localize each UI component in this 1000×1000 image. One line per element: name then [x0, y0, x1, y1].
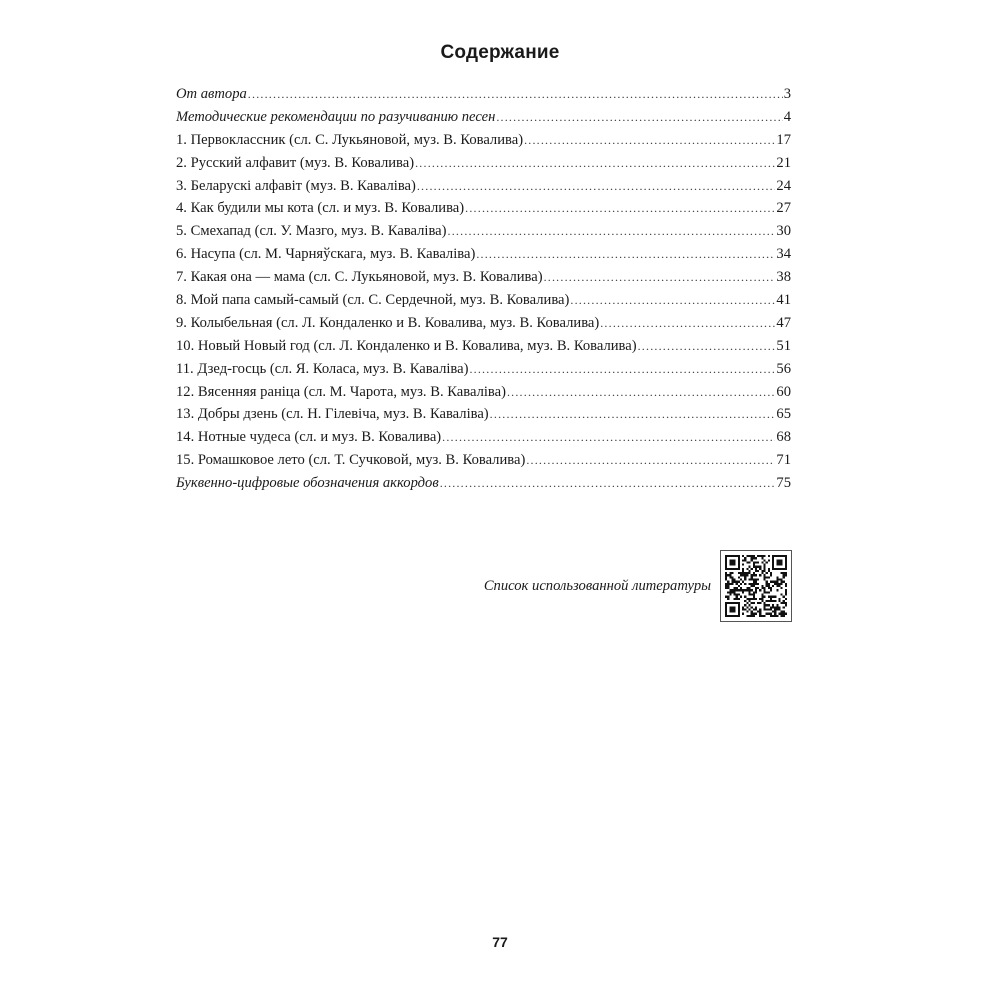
toc-entry[interactable] — [176, 132, 791, 155]
toc-entry-title: Методические рекомендации по разучиванию песен — [176, 108, 496, 125]
toc-entry-title: 13. Добры дзень (сл. Н. Гілевіча, муз. В. Каваліва) — [176, 406, 489, 423]
toc-entry[interactable] — [176, 429, 791, 452]
toc-entry[interactable] — [176, 338, 791, 361]
qr-code-icon[interactable] — [725, 555, 787, 617]
toc-entry-title: Буквенно-цифровые обозначения аккордов — [176, 475, 439, 492]
toc-entry-title: 5. Смехапад (сл. У. Мазго, муз. В. Каваліва) — [176, 223, 447, 240]
toc-entry-page: 75 — [776, 475, 791, 492]
toc-entry-title: 4. Как будили мы кота (сл. и муз. В. Ковалива) — [176, 200, 465, 217]
toc-entry-title: 12. Вясенняя раніца (сл. М. Чарота, муз. В. Каваліва) — [176, 383, 506, 400]
toc-entry-page: 47 — [776, 314, 791, 331]
toc-entry-page: 68 — [776, 429, 791, 446]
toc-entry-title: 9. Колыбельная (сл. Л. Кондаленко и В. Ковалива, муз. В. Ковалива) — [176, 314, 600, 331]
dot-leader — [638, 339, 776, 354]
dot-leader — [496, 110, 782, 125]
toc-entry[interactable] — [176, 406, 791, 429]
dot-leader — [442, 430, 775, 445]
toc-entry[interactable] — [176, 155, 791, 178]
toc-entry-title: 3. Беларускі алфавіт (муз. В. Каваліва) — [176, 177, 416, 194]
toc-entry[interactable] — [176, 361, 791, 384]
toc-entry-title: 14. Нотные чудеса (сл. и муз. В. Ковалива) — [176, 429, 442, 446]
dot-leader — [476, 247, 775, 262]
dot-leader — [490, 407, 776, 422]
qr-caption: Список использованной литературы — [483, 577, 711, 594]
toc-entry-page: 34 — [776, 246, 791, 263]
toc-entry-page: 17 — [776, 131, 791, 148]
toc-entry-title: 10. Новый Новый год (сл. Л. Кондаленко и В. Ковалива, муз. В. Ковалива) — [176, 337, 637, 354]
dot-leader — [448, 224, 776, 239]
toc-entry-page: 30 — [776, 223, 791, 240]
dot-leader — [440, 476, 776, 491]
dot-leader — [248, 87, 783, 102]
qr-reference[interactable] — [440, 550, 792, 622]
toc-entry-page: 65 — [776, 406, 791, 423]
toc-entry[interactable] — [176, 223, 791, 246]
toc-entry[interactable] — [176, 315, 791, 338]
dot-leader — [507, 385, 775, 400]
toc-entry[interactable] — [176, 86, 791, 109]
table-of-contents — [176, 86, 791, 498]
toc-entry-page: 27 — [776, 200, 791, 217]
dot-leader — [526, 453, 775, 468]
toc-entry[interactable] — [176, 246, 791, 269]
toc-entry-title: 6. Насупа (сл. М. Чарняўскага, муз. В. Каваліва) — [176, 246, 476, 263]
qr-code-frame[interactable] — [720, 550, 792, 622]
toc-entry-page: 56 — [776, 360, 791, 377]
toc-entry[interactable] — [176, 475, 791, 498]
dot-leader — [544, 270, 776, 285]
toc-entry-title: 15. Ромашковое лето (сл. Т. Сучковой, муз. В. Ковалива) — [176, 452, 526, 469]
dot-leader — [417, 179, 776, 194]
page-title: Содержание — [440, 42, 560, 63]
toc-entry[interactable] — [176, 269, 791, 292]
toc-entry-title: 2. Русский алфавит (муз. В. Ковалива) — [176, 154, 415, 171]
toc-entry-title: 8. Мой папа самый-самый (сл. С. Сердечной, муз. В. Ковалива) — [176, 292, 570, 309]
toc-entry[interactable] — [176, 178, 791, 201]
toc-entry-page: 3 — [783, 86, 791, 102]
toc-entry-page: 51 — [776, 337, 791, 354]
toc-entry-page: 24 — [776, 177, 791, 194]
toc-entry-page: 41 — [776, 292, 791, 309]
toc-entry-title: 11. Дзед-госць (сл. Я. Коласа, муз. В. Каваліва) — [176, 360, 469, 377]
toc-entry-page: 71 — [776, 452, 791, 469]
toc-entry-title: От автора — [176, 86, 247, 102]
toc-entry-page: 60 — [776, 383, 791, 400]
toc-entry[interactable] — [176, 200, 791, 223]
dot-leader — [465, 201, 775, 216]
toc-entry-page: 4 — [783, 108, 791, 125]
page-number: 77 — [492, 934, 508, 950]
dot-leader — [524, 133, 775, 148]
dot-leader — [570, 293, 775, 308]
toc-entry-page: 21 — [776, 154, 791, 171]
toc-entry[interactable] — [176, 452, 791, 475]
dot-leader — [469, 362, 775, 377]
toc-entry[interactable] — [176, 109, 791, 132]
toc-entry-title: 1. Первоклассник (сл. С. Лукьяновой, муз. В. Ковалива) — [176, 131, 524, 148]
dot-leader — [415, 156, 775, 171]
toc-entry-title: 7. Какая она — мама (сл. С. Лукьяновой, муз. В. Ковалива) — [176, 269, 543, 286]
toc-entry[interactable] — [176, 384, 791, 407]
dot-leader — [600, 316, 775, 331]
toc-entry-page: 38 — [776, 269, 791, 286]
toc-entry[interactable] — [176, 292, 791, 315]
